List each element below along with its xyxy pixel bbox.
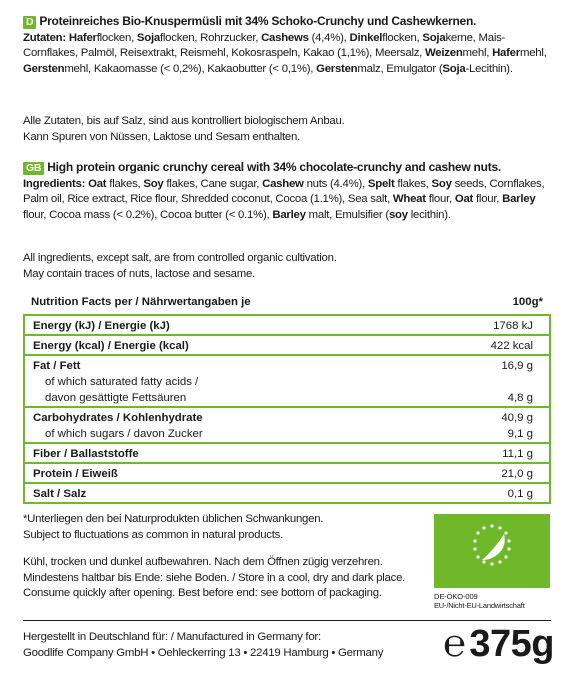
gb-block [23,160,553,223]
gb-ingredient-segment: flakes, Cane sugar, [163,177,263,190]
gb-ingredient-segment: flour, [425,193,455,206]
organic-origin: EU-/Nicht-EU-Landwirtschaft [434,601,525,610]
de-language-badge: D [23,16,36,29]
nutrition-line [33,358,541,374]
nutrient-value: 9,1 g [507,428,533,440]
de-block [23,14,553,77]
net-weight [443,622,554,666]
gb-ingredients-text [23,178,544,221]
gb-ingredient-segment: flakes, [394,177,432,190]
de-ingredient-segment: Weizen [425,47,463,60]
nutrient-label: of which saturated fatty acids / [45,376,199,388]
gb-ingredient-segment: Spelt [367,177,395,190]
de-ingredient-segment: flocken, [382,31,423,44]
manufacturer-line-2: Goodlife Company GmbH • Oehleckerring 13 • 22419 Hamburg • Germany [23,646,384,659]
nutrient-value: 0,1 g [507,488,533,500]
de-ingredient-segment: Hafer [68,31,97,44]
de-ingredient-segment: malz, Emulgator ( [357,62,443,75]
nutrient-label: of which sugars / davon Zucker [45,428,203,440]
de-ingredient-segment: Soja [442,62,466,75]
nutrition-line [33,466,541,482]
gb-organic-note: All ingredients, except salt, are from controlled organic cultivation. [23,252,337,264]
estimated-sign-icon: ℮ [443,623,466,665]
nutrient-label: Energy (kcal) / Energie (kcal) [33,340,189,352]
nutrition-line [33,338,541,354]
de-ingredients-text [23,32,547,75]
de-ingredient-segment: Dinkel [349,31,383,44]
nutrient-label: davon gesättigte Fettsäuren [45,392,187,404]
nutrient-label: Fat / Fett [33,360,81,372]
gb-ingredient-segment: flour, Cocoa mass (< 0.2%), Cocoa butter (< 0.1%), [23,208,273,221]
nutrition-header-unit: 100g* [512,296,543,308]
nutrition-line [33,446,541,462]
de-ingredient-segment: mehl, [519,47,547,60]
nutrient-value: 4,8 g [507,392,533,404]
de-ingredient-segment: mehl, Kakaomasse (< 0,2%), Kakaobutter (< 0,1%), [64,62,317,75]
de-ingredient-segment: Cashews [261,31,309,44]
footer-divider [23,620,551,621]
footnote-line-de: *Unterliegen den bei Naturprodukten üblichen Schwankungen. [23,513,324,525]
gb-ingredient-segment: seeds, Cornflakes, Palm oil, Rice extract, Rice flour, Shredded coconut, Cocoa (1.1%), Sea salt, [23,177,545,206]
de-ingredient-segment: (4,4%), [308,31,350,44]
gb-notes [23,251,553,282]
manufacturer-line-1: Hergestellt in Deutschland für: / Manufactured in Germany for: [23,631,321,643]
storage-instructions [23,555,423,602]
gb-allergen-note: May contain traces of nuts, lactose and sesame. [23,267,256,280]
nutrient-value: 21,0 g [501,468,533,480]
de-ingredient-segment: flocken, Rohrzucker, [159,31,262,44]
nutrition-line [33,390,541,406]
gb-ingredient-segment: Wheat [392,193,426,206]
nutrition-row [25,336,549,356]
de-ingredients-label: Zutaten: [23,31,66,44]
gb-ingredient-segment: Barley [272,208,306,221]
nutrient-label: Salt / Salz [33,488,87,500]
nutrition-line [33,410,541,426]
gb-ingredient-segment: Barley [502,193,536,206]
de-product-title: Proteinreiches Bio-Knuspermüsli mit 34% Schoko-Crunchy und Cashewkernen. [39,14,477,28]
nutrition-line [33,426,541,442]
nutrient-label: Protein / Eiweiß [33,468,118,480]
nutrition-row [25,316,549,336]
de-ingredient-segment: Soja [136,31,160,44]
nutrition-row [25,484,549,502]
nutrient-value: 40,9 g [501,412,533,424]
storage-line-3: Consume quickly after opening. Best before end: see bottom of packaging. [23,587,382,600]
gb-ingredient-segment: Cashew [262,177,304,190]
storage-line-2: Mindestens haltbar bis Ende: siehe Boden. / Store in a cool, dry and dark place. [23,571,406,584]
gb-ingredient-segment: flakes, [106,177,144,190]
gb-ingredient-segment: malt, Emulsifier ( [305,208,389,221]
eu-organic-logo [434,514,552,610]
nutrient-value: 11,1 g [502,448,533,460]
gb-ingredient-segment: nuts (4.4%), [303,177,368,190]
footnote [23,512,403,543]
weight-value: 375g [469,623,554,665]
gb-language-badge: GB [23,162,44,175]
nutrition-row [25,444,549,464]
nutrient-label: Carbohydrates / Kohlenhydrate [33,412,203,424]
de-ingredient-segment: flocken, [96,31,137,44]
nutrition-line [33,374,541,390]
manufacturer-info [23,630,443,661]
gb-ingredient-segment: Soy [431,177,452,190]
de-ingredient-segment: mehl, [462,47,493,60]
footnote-line-en: Subject to fluctuations as common in natural products. [23,528,284,541]
de-ingredient-segment: Hafer [492,47,520,60]
de-organic-note: Alle Zutaten, bis auf Salz, sind aus kontrolliert biologischem Anbau. [23,115,345,127]
nutrition-line [33,486,541,502]
de-ingredient-segment: Soja [422,31,446,44]
nutrient-label: Energy (kJ) / Energie (kJ) [33,320,170,332]
nutrition-header-label: Nutrition Facts per / Nährwertangaben je [31,296,251,308]
nutrition-line [33,318,541,334]
gb-ingredient-segment: Oat [88,177,107,190]
storage-line-1: Kühl, trocken und dunkel aufbewahren. Nach dem Öffnen zügig verzehren. [23,556,383,568]
nutrient-value: 16,9 g [501,360,533,372]
nutrition-row [25,408,549,444]
eu-organic-leaf-icon [434,514,550,588]
nutrition-row [25,356,549,408]
de-ingredient-segment: Gersten [23,62,65,75]
de-notes [23,114,553,145]
gb-ingredients-label: Ingredients: [23,177,86,190]
gb-ingredient-segment: Oat [454,193,474,206]
gb-ingredient-segment: soy [388,208,408,221]
de-allergen-note: Kann Spuren von Nüssen, Laktose und Sesam enthalten. [23,130,301,143]
gb-ingredient-segment: flour, [473,193,503,206]
nutrition-header [31,296,543,308]
de-ingredient-segment: kerne, Mais-Cornflakes, Palmöl, Reisextrakt, Reismehl, Kokosraspeln, Kakao (1,1%), Meersalz, [23,31,506,60]
gb-product-title: High protein organic crunchy cereal with 34% chocolate-crunchy and cashew nuts. [47,160,501,174]
gb-ingredient-segment: lecithin). [407,208,451,221]
nutrition-row [25,464,549,484]
de-ingredient-segment: -Lecithin). [465,62,513,75]
de-ingredient-segment: Gersten [316,62,358,75]
nutrient-value: 1768 kJ [493,320,533,332]
nutrient-value: 422 kcal [490,340,533,352]
nutrient-label: Fiber / Ballaststoffe [33,448,139,460]
organic-control-code: DE-ÖKO-009 [434,592,478,601]
gb-ingredient-segment: Soy [143,177,164,190]
nutrition-table [23,314,551,504]
